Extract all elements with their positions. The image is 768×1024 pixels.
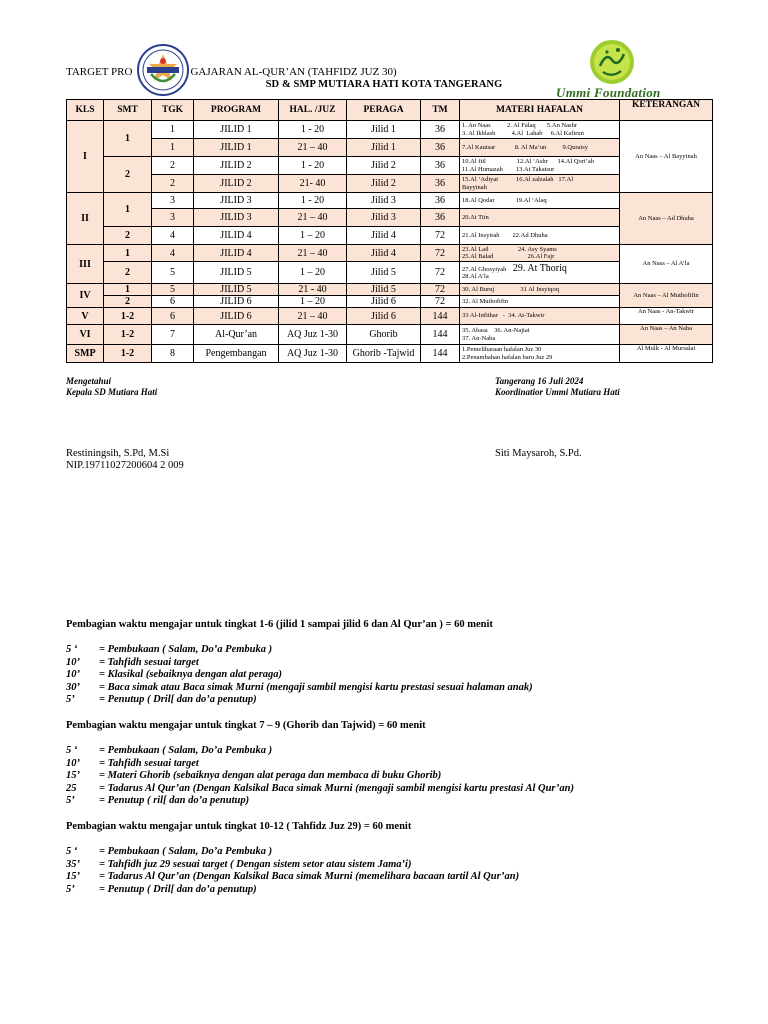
program-cell: Pengembangan [194,345,279,363]
smt-cell: 2 [104,157,152,193]
title-left-part: TARGET PRO [66,66,133,78]
tgk-cell: 2 [152,175,194,193]
col-header-peraga: PERAGA [347,100,421,121]
koordinator-label: Koordinatior Ummi Mutiara Hati [495,387,620,397]
smt-cell: 2 [104,296,152,308]
hal-cell: 21 – 40 [279,139,347,157]
hal-cell: AQ Juz 1-30 [279,345,347,363]
tm-cell: 144 [421,325,460,345]
tgk-cell: 1 [152,139,194,157]
schedule-item: 5’ = Penutup ( ril[ dan do’a penutup) [66,795,250,806]
tm-cell: 72 [421,227,460,245]
kepala-sd-label: Kepala SD Mutiara Hati [66,387,158,397]
program-cell: JILID 1 [194,139,279,157]
keterangan-cell: An Naas – Al Bayyinah [620,121,713,193]
tm-cell: 144 [421,308,460,325]
principal-nip: NIP.19711027200604 2 009 [66,460,184,471]
tgk-cell: 4 [152,245,194,262]
tgk-cell: 1 [152,121,194,139]
smt-cell: 1 [104,121,152,157]
keterangan-cell: An Nass – Al A’la [620,245,713,284]
principal-name: Restiningsih, S.Pd, M.Si [66,448,170,459]
col-header-hal-juz: HAL. /JUZ [279,100,347,121]
table-row [67,245,713,262]
table-row [67,308,713,325]
document-title [66,66,397,78]
date-place-label: Tangerang 16 Juli 2024 [495,376,584,386]
signature-right-heading [495,376,620,398]
smt-cell: 1-2 [104,308,152,325]
smt-cell: 1-2 [104,345,152,363]
program-cell: JILID 5 [194,262,279,284]
schedule-item: 35’ = Tahfidh juz 29 sesuai target ( Dengan sistem setor atau sistem Jama’i) [66,858,412,870]
col-header-program: PROGRAM [194,100,279,121]
hal-cell: 21 – 40 [279,209,347,227]
kls-cell: V [67,308,104,325]
materi-cell: 10.Al fiil 12.Al ‘Ashr 14.Al Qori’ah 11.Al Humazah 13.At Takatsur [460,157,620,175]
program-cell: JILID 2 [194,175,279,193]
kls-cell: I [67,121,104,193]
col-header-materi-hafalan: MATERI HAFALAN [460,100,620,121]
tm-cell: 72 [421,284,460,296]
col-header-kls: KLS [67,100,104,121]
materi-cell: 32. Al Muthofifin [460,296,620,308]
table-row [67,121,713,139]
keterangan-cell: An Naas – An Naba [620,325,713,345]
hal-cell: 1 - 20 [279,193,347,209]
col-header-tm: TM [421,100,460,121]
peraga-cell: Ghorib [347,325,421,345]
peraga-cell: Jilid 1 [347,121,421,139]
peraga-cell: Jilid 1 [347,139,421,157]
tm-cell: 72 [421,296,460,308]
signature-left-name [66,448,184,472]
hal-cell: AQ Juz 1-30 [279,325,347,345]
tgk-cell: 6 [152,296,194,308]
peraga-cell: Jilid 3 [347,209,421,227]
tm-cell: 36 [421,193,460,209]
materi-cell: 33 Al-Infithar - 34. At-Takwir [460,308,620,325]
document-subtitle: SD & SMP MUTIARA HATI KOTA TANGERANG [265,79,503,90]
peraga-cell: Jilid 5 [347,284,421,296]
tgk-cell: 2 [152,157,194,175]
keterangan-cell: An Naas – Ad Dhuha [620,193,713,245]
ummi-foundation-label: Ummi Foundation [556,85,661,100]
tgk-cell: 3 [152,193,194,209]
table-row [67,175,713,193]
table-row [67,296,713,308]
kls-cell: SMP [67,345,104,363]
col-header-smt: SMT [104,100,152,121]
hal-cell: 21 - 40 [279,284,347,296]
schedule-item: 10’ = Tahfidh sesuai target [66,656,199,668]
peraga-cell: Jilid 2 [347,157,421,175]
tgk-cell: 7 [152,325,194,345]
schedule-title: Pembagian waktu mengajar untuk tingkat 7 – 9 (Ghorib dan Tajwid) = 60 menit [66,720,426,731]
keterangan-cell: An Naas - An-Takwir [620,308,713,325]
smt-cell: 1 [104,193,152,227]
tgk-cell: 5 [152,284,194,296]
peraga-cell: Jilid 4 [347,227,421,245]
kls-cell: II [67,193,104,245]
col-header-tgk: TGK [152,100,194,121]
smt-cell: 1-2 [104,325,152,345]
tm-cell: 72 [421,262,460,284]
smt-cell: 2 [104,227,152,245]
table-header-row [67,100,713,121]
tgk-cell: 8 [152,345,194,363]
table-row [67,227,713,245]
mengetahui-label: Mengetahui [66,376,112,386]
table-row [67,157,713,175]
tgk-cell: 4 [152,227,194,245]
peraga-cell: Ghorib -Tajwid [347,345,421,363]
tm-cell: 36 [421,121,460,139]
schedule-item: 10’ = Tahfidh sesuai target [66,757,199,769]
materi-cell: 23.Al Lail 24. Asy Syams 25.Al Balad 26.Al Fajr [460,245,620,262]
table-row [67,139,713,157]
smt-cell: 2 [104,262,152,284]
materi-cell: 1. An Naas 2. Al Falaq 5.An Nashr 3. Al Ikhlash 4.Al Lahab 6.Al Kafirun [460,121,620,139]
program-cell: JILID 3 [194,209,279,227]
materi-cell: 35. Abasa 36. An-Najiat 37. An-Naba [460,325,620,345]
materi-cell: 7.Al Kautsar 8. Al Ma’un 9.Quraisy [460,139,620,157]
smt-cell: 1 [104,284,152,296]
tm-cell: 36 [421,157,460,175]
tm-cell: 36 [421,175,460,193]
tgk-cell: 3 [152,209,194,227]
materi-cell: 1.Pemeliharaan hafalan Juz 30 2.Penambahan hafalan baru Juz 29 [460,345,620,363]
schedule-item: 5 ‘ = Pembukaan ( Salam, Do’a Pembuka ) [66,846,273,857]
program-cell: JILID 1 [194,121,279,139]
tahfidz-target-table [66,99,713,363]
schedule-item: 5 ‘ = Pembukaan ( Salam, Do’a Pembuka ) [66,644,273,655]
schedule-section [66,619,533,707]
schedule-item: 10’ = Klasikal (sebaiknya dengan alat peraga) [66,669,283,680]
schedule-title: Pembagian waktu mengajar untuk tingkat 10-12 ( Tahfidz Juz 29) = 60 menit [66,821,412,832]
schedule-title: Pembagian waktu mengajar untuk tingkat 1-6 (jilid 1 sampai jilid 6 dan Al Qur’an ) = 60 menit [66,619,493,630]
kls-cell: VI [67,325,104,345]
hal-cell: 1 – 20 [279,227,347,245]
table-row [67,262,713,284]
tgk-cell: 6 [152,308,194,325]
program-cell: JILID 6 [194,308,279,325]
coordinator-name: Siti Maysaroh, S.Pd. [495,448,582,459]
schedule-section [66,821,519,896]
schedule-item: 15’ = Tadarus Al Qur’an (Dengan Kalsikal Baca simak Murni (memelihara bacaan tartil Al Qur’an) [66,871,520,882]
materi-cell: 27.Al Ghosyiyah 29. At Thoriq 28.Al A’la [460,262,620,284]
tgk-cell: 5 [152,262,194,284]
program-cell: JILID 2 [194,157,279,175]
col-header-keterangan: KETERANGAN [620,100,713,121]
kls-cell: IV [67,284,104,308]
schedule-item: 5’ = Penutup ( Dril[ dan do’a penutup) [66,694,257,705]
table-row [67,284,713,296]
signature-left-heading [66,376,157,398]
table-row [67,193,713,209]
materi-cell: 18.Al Qodar 19.Al ‘Alaq [460,193,620,209]
tm-cell: 72 [421,245,460,262]
hal-cell: 1 - 20 [279,121,347,139]
signature-right-name [495,448,582,460]
peraga-cell: Jilid 6 [347,308,421,325]
kls-cell: III [67,245,104,284]
schedule-item: 15’ = Materi Ghorib (sebaiknya dengan alat peraga dan membaca di buku Ghorib) [66,770,442,781]
materi-cell: 15.Al ‘Adiyat 16.Al zalzalah 17.Al Bayyinah [460,175,620,193]
program-cell: JILID 4 [194,245,279,262]
schedule-item: 25 = Tadarus Al Qur’an (Dengan Kalsikal Baca simak Murni (mengaji sambil mengisi kartu prestasi Al Qur’an) [66,782,574,794]
hal-cell: 21 – 40 [279,308,347,325]
program-cell: JILID 5 [194,284,279,296]
table-row [67,325,713,345]
tm-cell: 144 [421,345,460,363]
hal-cell: 21- 40 [279,175,347,193]
program-cell: Al-Qur’an [194,325,279,345]
tm-cell: 36 [421,209,460,227]
materi-cell: 30. Al Buruj 31 Al Insyiqoq [460,284,620,296]
hal-cell: 1 – 20 [279,296,347,308]
peraga-cell: Jilid 2 [347,175,421,193]
title-right-part: GAJARAN AL-QUR’AN (TAHFIDZ JUZ 30) [190,66,397,78]
keterangan-cell: Al Mulk - Al Mursalat [620,345,713,363]
schedule-item: 5’ = Penutup ( Dril[ dan do’a penutup) [66,883,257,895]
schedule-section [66,720,574,808]
keterangan-cell: An Naas – Al Muthofifin [620,284,713,308]
program-cell: JILID 6 [194,296,279,308]
tm-cell: 36 [421,139,460,157]
schedule-item: 30’ = Baca simak atau Baca simak Murni (mengaji sambil mengisi kartu prestasi sesuai halaman anak) [66,681,533,693]
materi-cell: 21.Al Insyirah 22.Ad Dhuha [460,227,620,245]
peraga-cell: Jilid 5 [347,262,421,284]
program-cell: JILID 3 [194,193,279,209]
hal-cell: 21 – 40 [279,245,347,262]
program-cell: JILID 4 [194,227,279,245]
peraga-cell: Jilid 4 [347,245,421,262]
smt-cell: 1 [104,245,152,262]
hal-cell: 1 - 20 [279,157,347,175]
peraga-cell: Jilid 3 [347,193,421,209]
materi-cell: 20.At Tiin [460,209,620,227]
schedule-item: 5 ‘ = Pembukaan ( Salam, Do’a Pembuka ) [66,745,273,756]
hal-cell: 1 – 20 [279,262,347,284]
table-row [67,345,713,363]
table-row [67,209,713,227]
peraga-cell: Jilid 6 [347,296,421,308]
